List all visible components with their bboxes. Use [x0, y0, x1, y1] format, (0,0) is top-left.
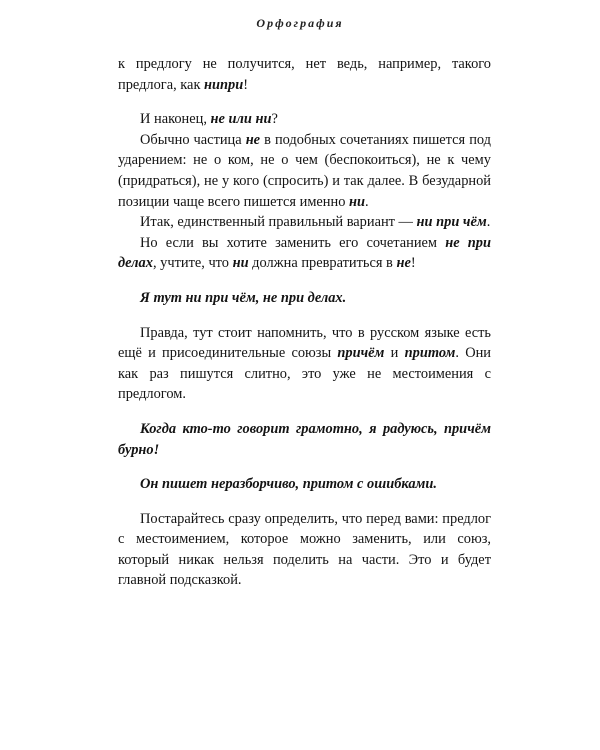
paragraph-rule: Обычно частица не в подобных сочетаниях пишется под ударением: не о ком, не о чем (беспокоиться), не к чему (придраться), не у кого (спросить) и так далее. В безударной позиции чаще всего пишется именно ни. [118, 131, 491, 210]
page-content [118, 54, 491, 591]
example-sentence-1: Я тут ни при чём, не при делах. [140, 289, 347, 306]
example-sentence-3: Он пишет неразборчиво, притом с ошибками. [140, 476, 437, 493]
paragraph-final-tip: Постарайтесь сразу определить, что перед вами: предлог с местоимением, которое можно заменить, или союз, который никак нельзя поделить на части. Это и будет главной подсказкой. [118, 510, 491, 589]
section-question: И наконец, не или ни? [140, 111, 278, 128]
running-head: Орфография [256, 16, 344, 30]
example-word: нипри [204, 76, 244, 93]
paragraph-conclusion: Итак, единственный правильный вариант — ни при чём. [140, 214, 491, 231]
paragraph-replacement: Но если вы хотите заменить его сочетанием не при делах, учтите, что ни должна превратиться в не! [118, 234, 491, 272]
paragraph-conjunctions: Правда, тут стоит напомнить, что в русском языке есть ещё и присоединительные союзы причём и притом. Они как раз пишутся слитно, это уже не местоимения с предлогом. [118, 324, 491, 403]
example-sentence-2: Когда кто-то говорит грамотно, я радуюсь, причём бурно! [118, 420, 491, 458]
paragraph-continued: к предлогу не получится, нет ведь, например, такого предлога, как нипри! [118, 56, 491, 93]
